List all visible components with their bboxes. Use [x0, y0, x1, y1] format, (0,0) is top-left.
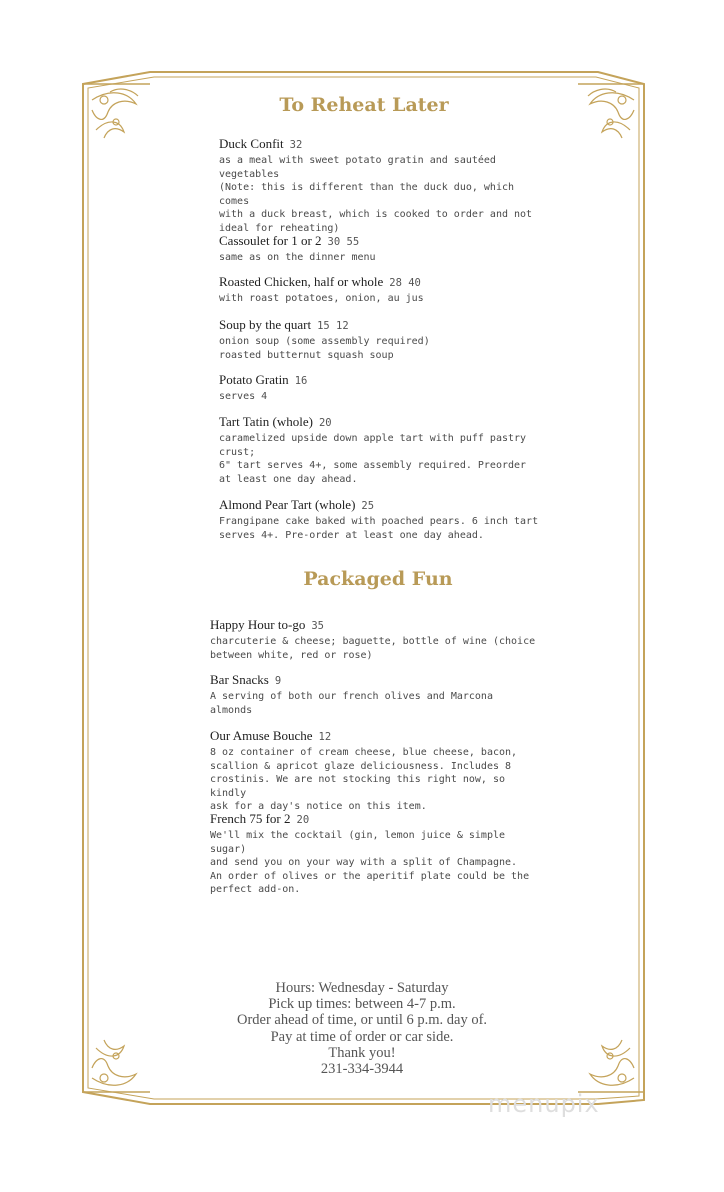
item-description: onion soup (some assembly required) roasted butternut squash soup	[219, 336, 430, 361]
item-description: Frangipane cake baked with poached pears. 6 inch tart serves 4+. Pre-order at least one day ahead.	[219, 516, 539, 541]
hours-footer	[150, 980, 574, 1077]
item-price: 35	[311, 620, 324, 632]
item-name: Potato Gratin	[219, 372, 289, 387]
menu-item	[210, 728, 540, 814]
item-price: 32	[289, 139, 303, 151]
menu-item	[210, 672, 540, 717]
item-name: Tart Tatin (whole)	[219, 414, 313, 429]
item-name: Happy Hour to-go	[210, 617, 306, 632]
footer-line: Pay at time of order or car side.	[270, 1028, 454, 1045]
footer-line: Pick up times: between 4-7 p.m.	[268, 996, 456, 1013]
item-description: with roast potatoes, onion, au jus	[219, 293, 424, 304]
watermark-logo: menupix	[488, 1090, 600, 1118]
section-title-reheat: To Reheat Later	[279, 94, 449, 116]
item-description: We'll mix the cocktail (gin, lemon juice & simple sugar) and send you on your way with a split of Champagne. An order of olives or the aperitif plate could be the perfect add-on.	[210, 830, 530, 896]
footer-line: Hours: Wednesday - Saturday	[275, 980, 449, 996]
menu-item	[219, 136, 539, 236]
section-title-packaged: Packaged Fun	[303, 568, 453, 590]
item-price: 20	[296, 814, 310, 826]
item-description: as a meal with sweet potato gratin and sautéed vegetables (Note: this is different than the duck duo, which comes with a duck breast, which is cooked to order and not ideal for reheating)	[219, 155, 533, 234]
menu-item	[210, 617, 540, 662]
footer-line: Thank you!	[328, 1044, 396, 1061]
item-price: 12	[318, 731, 332, 743]
item-price: 20	[318, 417, 332, 429]
menu-item	[219, 233, 539, 265]
menu-item	[219, 274, 539, 306]
item-description: charcuterie & cheese; baguette, bottle of wine (choice between white, red or rose)	[210, 636, 536, 661]
menu-item	[219, 497, 539, 542]
phone-number: 231-334-3944	[320, 1061, 404, 1078]
corner-flourish-bottom-left	[92, 1040, 136, 1085]
item-name: French 75 for 2	[210, 811, 291, 826]
footer-line: Order ahead of time, or until 6 p.m. day of.	[236, 1012, 488, 1029]
item-price: 9	[274, 675, 282, 687]
item-name: Our Amuse Bouche	[210, 728, 313, 743]
menu-item	[219, 317, 539, 362]
menu-item	[219, 414, 539, 486]
item-name: Cassoulet for 1 or 2	[219, 233, 322, 248]
item-price: 28 40	[389, 277, 421, 289]
item-description: same as on the dinner menu	[219, 252, 376, 263]
corner-flourish-top-left	[92, 89, 138, 138]
item-name: Bar Snacks	[210, 672, 269, 687]
menu-item	[210, 811, 540, 897]
item-description: 8 oz container of cream cheese, blue cheese, bacon, scallion & apricot glaze deliciousness. Includes 8 crostinis. We are not stocking this right now, so kindly ask for a day's notice on this item.	[210, 747, 518, 813]
item-price: 16	[294, 375, 308, 387]
item-name: Duck Confit	[219, 136, 284, 151]
item-description: serves 4	[219, 391, 268, 402]
menu-item	[219, 372, 539, 404]
item-description: caramelized upside down apple tart with puff pastry crust; 6" tart serves 4+, some assembly required. Preorder at least one day ahead.	[219, 433, 527, 485]
item-description: A serving of both our french olives and Marcona almonds	[210, 691, 493, 716]
item-price: 30 55	[327, 236, 360, 248]
corner-flourish-bottom-right	[590, 1040, 634, 1085]
item-name: Soup by the quart	[219, 317, 312, 332]
item-name: Roasted Chicken, half or whole	[219, 274, 384, 289]
corner-flourish-top-right	[588, 89, 634, 138]
item-name: Almond Pear Tart (whole)	[219, 497, 356, 512]
item-price: 15 12	[317, 320, 349, 332]
item-price: 25	[361, 500, 375, 512]
